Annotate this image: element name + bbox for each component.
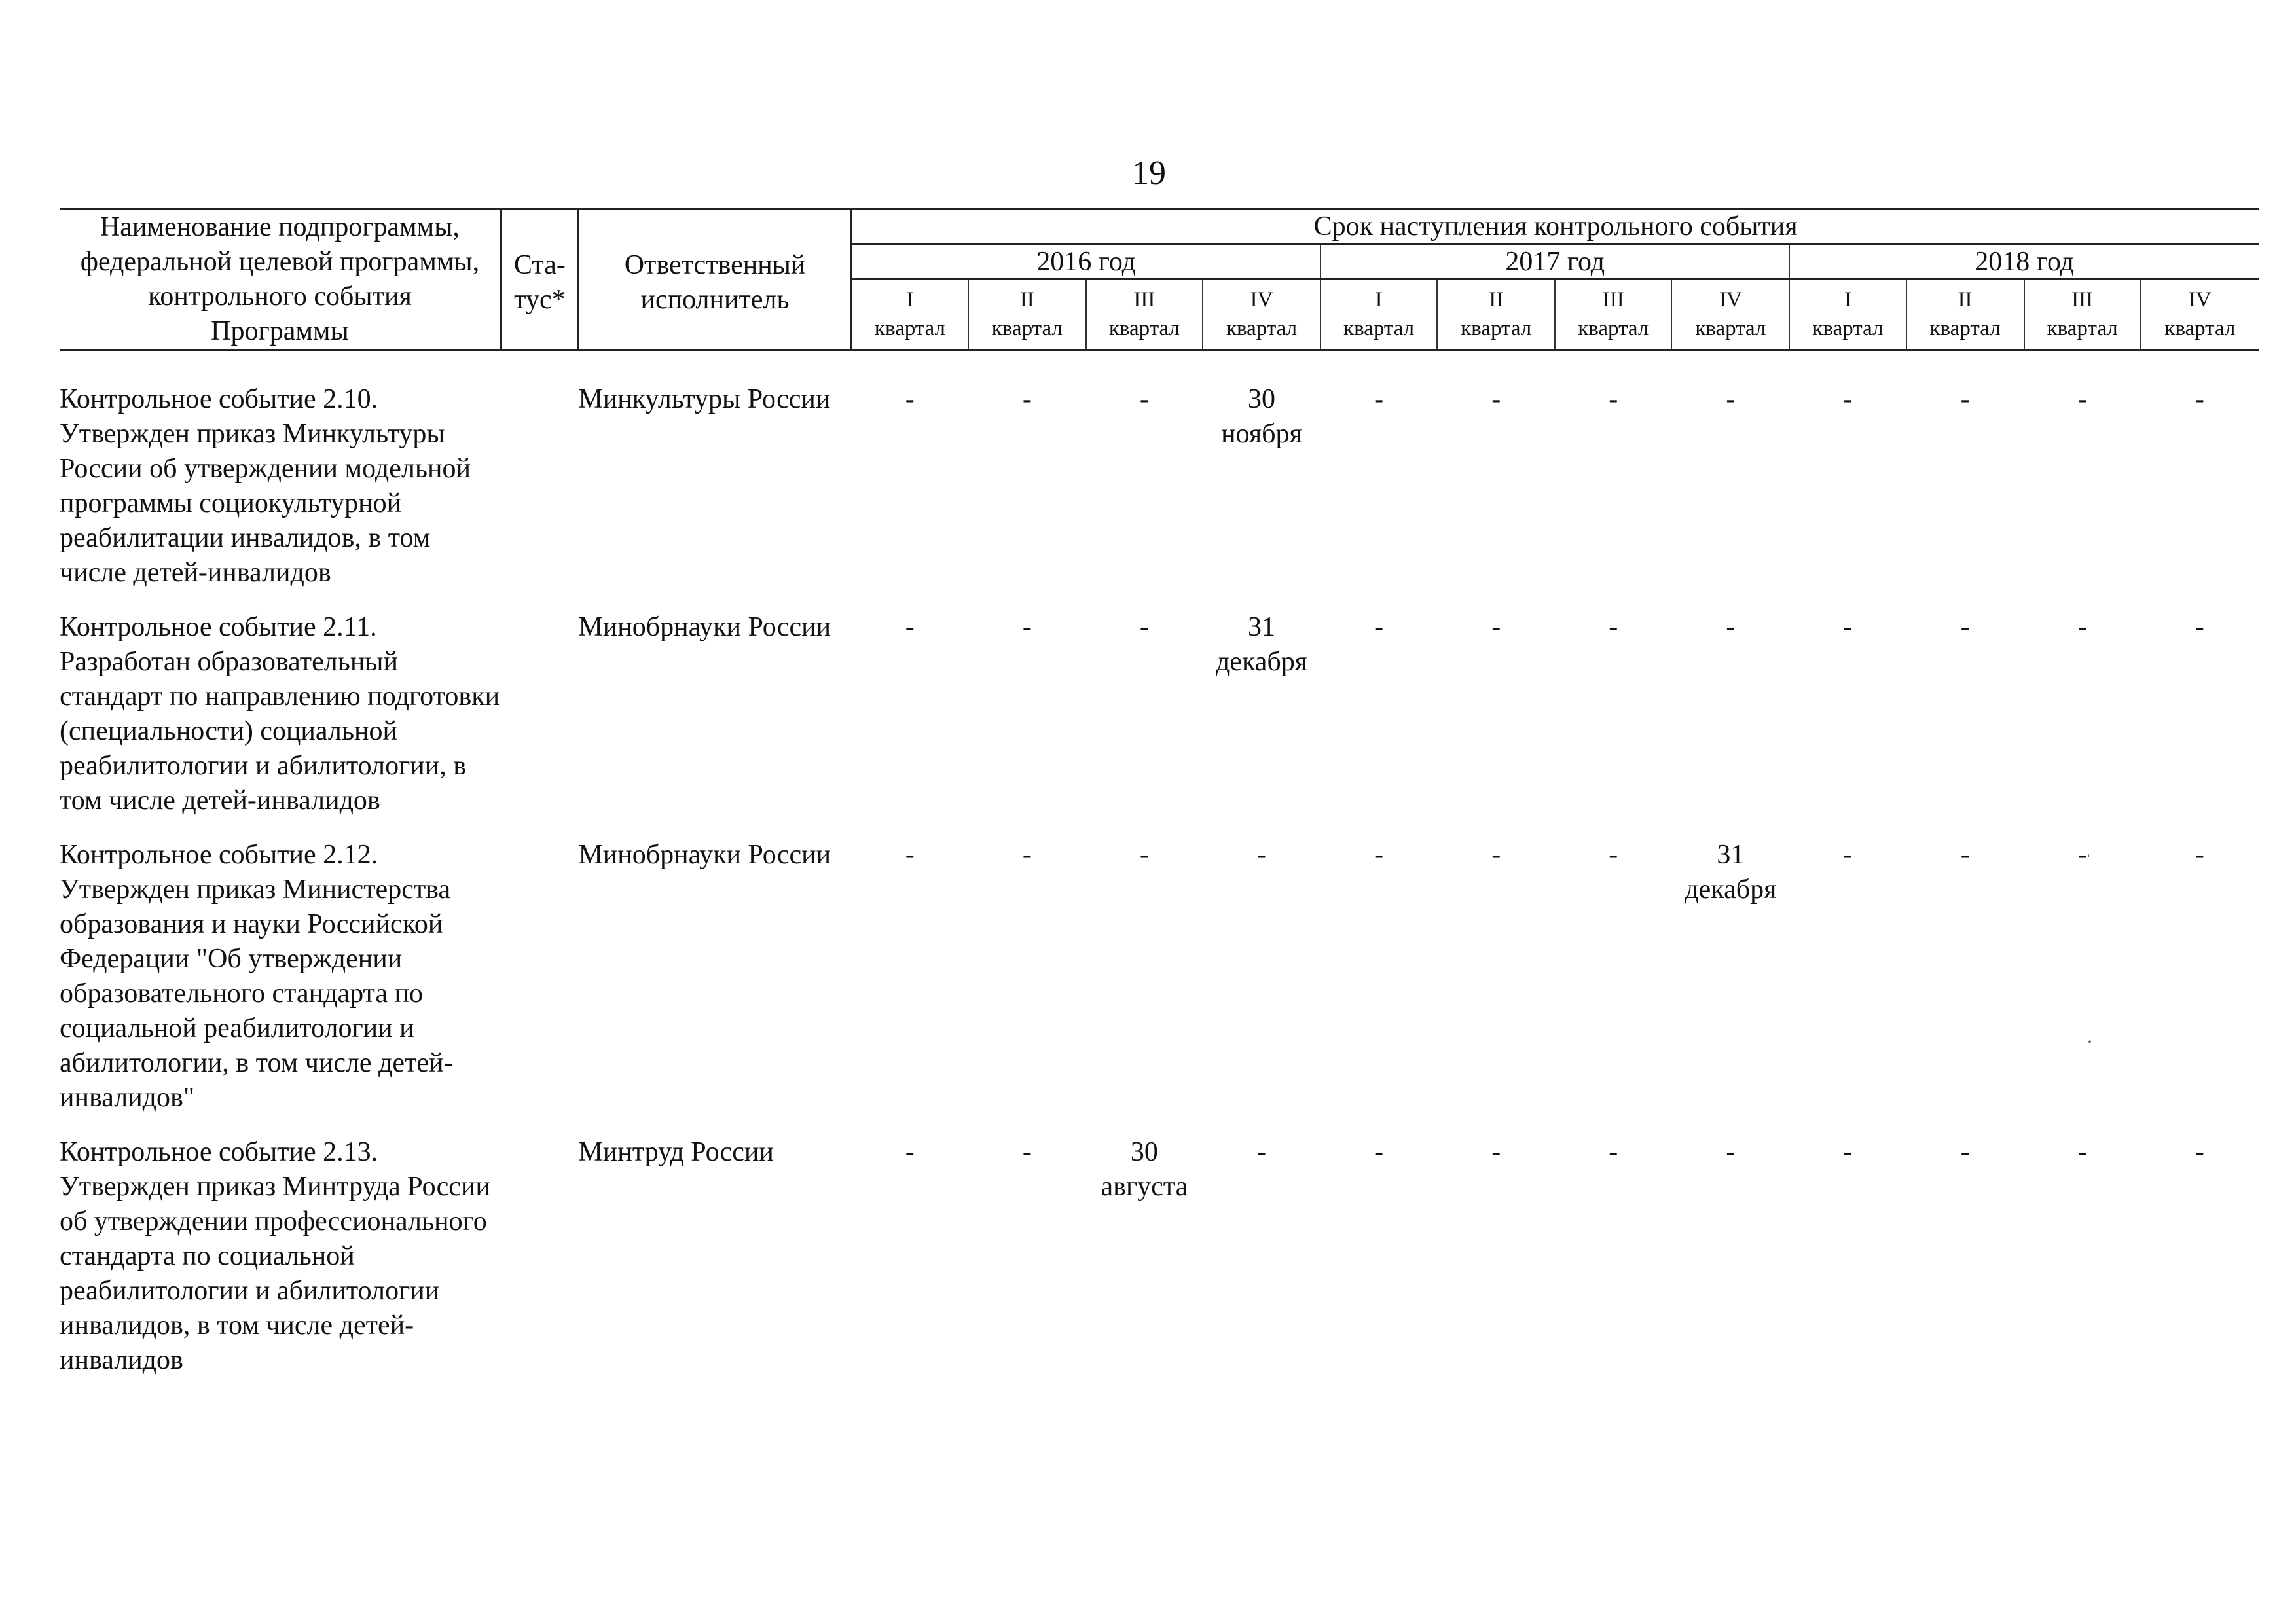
deadline-value: - — [1609, 612, 1618, 642]
deadline-value: - — [905, 384, 915, 414]
quarter-cell — [1555, 382, 1671, 610]
event-name-cell: Контрольное событие 2.13. Утвержден приказ Минтруда России об утверждении профессионального стандарта по социальной реабилитологии и абилитологии инвалидов, в том числе детей-инвалидов — [60, 1137, 490, 1375]
executor-cell: Минобрнауки России — [578, 840, 831, 870]
deadline-value: - — [1609, 840, 1618, 870]
quarter-cell — [2024, 838, 2141, 1135]
deadline-value: - — [2195, 384, 2204, 414]
deadline-value: - — [1491, 384, 1501, 414]
deadline-value: - — [1374, 612, 1384, 642]
deadline-value: - — [2195, 612, 2204, 642]
deadline-value: - — [1609, 384, 1618, 414]
quarter-cell — [1203, 382, 1321, 610]
header-deadline: Срок наступления контрольного события — [852, 209, 2259, 244]
deadline-value: - — [1726, 384, 1736, 414]
quarter-cell — [1906, 1135, 2024, 1398]
quarter-cell — [1321, 838, 1437, 1135]
header-status-column: Ста- тус* — [501, 209, 578, 350]
header-quarter: II квартал — [1437, 279, 1555, 350]
quarter-cell — [1203, 838, 1321, 1135]
header-quarter: II квартал — [1906, 279, 2024, 350]
quarter-cell — [1555, 838, 1671, 1135]
deadline-value: - — [1960, 384, 1970, 414]
quarter-cell — [1437, 1135, 1555, 1398]
header-executor-column: Ответственный исполнитель — [578, 209, 851, 350]
event-name-cell: Контрольное событие 2.10. Утвержден приказ Минкультуры России об утверждении модельной программы социокультурной реабилитации инвалидов, в том числе детей-инвалидов — [60, 384, 471, 588]
deadline-value: - — [1843, 1137, 1853, 1167]
deadline-value: - — [1022, 1137, 1032, 1167]
deadline-value: - — [1374, 384, 1384, 414]
quarter-cell — [852, 610, 968, 838]
header-year-2018: 2018 год — [1789, 244, 2259, 279]
quarter-cell — [1671, 1135, 1789, 1398]
deadline-value: - — [1843, 612, 1853, 642]
quarter-cell — [852, 382, 968, 610]
deadline-value: - — [1139, 840, 1149, 870]
table-header — [60, 209, 2259, 350]
deadline-value: - — [1726, 612, 1736, 642]
quarter-cell — [1437, 382, 1555, 610]
deadline-value: - — [1726, 1137, 1736, 1167]
deadline-value: - — [2077, 1137, 2087, 1167]
header-quarter: III квартал — [1086, 279, 1203, 350]
header-quarter: IV квартал — [2141, 279, 2259, 350]
quarter-cell — [2024, 1135, 2141, 1398]
deadline-value: 30 — [1130, 1137, 1158, 1167]
quarter-cell — [2024, 382, 2141, 610]
header-year-2017: 2017 год — [1321, 244, 1789, 279]
quarter-cell — [2141, 1135, 2259, 1398]
quarter-cell — [1321, 1135, 1437, 1398]
deadline-value: - — [2195, 1137, 2204, 1167]
deadline-value: - — [1960, 1137, 1970, 1167]
control-events-table — [60, 208, 2259, 1398]
header-quarter: I квартал — [1321, 279, 1437, 350]
deadline-value: - — [905, 840, 915, 870]
quarter-cell — [2024, 610, 2141, 838]
header-name-column: Наименование подпрограммы, федеральной целевой программы, контрольного события Программы — [60, 209, 501, 350]
header-quarter: III квартал — [2024, 279, 2141, 350]
scan-speck: · — [2086, 1031, 2093, 1053]
quarter-cell — [1321, 610, 1437, 838]
deadline-value: - — [1022, 612, 1032, 642]
deadline-value: - — [1022, 840, 1032, 870]
header-quarter: IV квартал — [1203, 279, 1321, 350]
deadline-value: - — [905, 1137, 915, 1167]
deadline-value: - — [1609, 1137, 1618, 1167]
deadline-value: - — [1022, 384, 1032, 414]
quarter-cell — [1086, 1135, 1203, 1398]
header-quarter: I квартал — [1789, 279, 1906, 350]
page-number: 19 — [1132, 154, 1166, 192]
header-quarter: III квартал — [1555, 279, 1671, 350]
deadline-month: декабря — [1685, 875, 1777, 905]
deadline-value: - — [2195, 840, 2204, 870]
quarter-cell — [1789, 382, 1906, 610]
deadline-value: 31 — [1717, 840, 1745, 870]
quarter-cell — [1086, 382, 1203, 610]
quarter-cell — [1789, 838, 1906, 1135]
deadline-value: - — [2077, 384, 2087, 414]
deadline-value: - — [1374, 840, 1384, 870]
scan-speck: ˈ — [2085, 851, 2092, 873]
quarter-cell — [1203, 1135, 1321, 1398]
executor-cell: Минкультуры России — [578, 384, 831, 414]
quarter-cell — [1437, 610, 1555, 838]
table-row — [60, 610, 2259, 838]
deadline-month: декабря — [1215, 647, 1308, 677]
header-quarter: IV квартал — [1671, 279, 1789, 350]
quarter-cell — [1906, 610, 2024, 838]
event-name-cell: Контрольное событие 2.12. Утвержден приказ Министерства образования и науки Российской Федерации "Об утверждении образовательного стандарта по социальной реабилитологии и абилитологии, в том числе детей-инвалидов" — [60, 840, 453, 1113]
table-body — [60, 350, 2259, 1398]
table-row — [60, 838, 2259, 1135]
header-quarter: II квартал — [968, 279, 1086, 350]
deadline-value: - — [1491, 840, 1501, 870]
deadline-value: - — [905, 612, 915, 642]
quarter-cell — [1437, 838, 1555, 1135]
quarter-cell — [968, 1135, 1086, 1398]
quarter-cell — [1555, 1135, 1671, 1398]
quarter-cell — [1086, 610, 1203, 838]
deadline-value: - — [1139, 384, 1149, 414]
quarter-cell — [2141, 610, 2259, 838]
deadline-value: - — [1257, 840, 1266, 870]
quarter-cell — [1906, 838, 2024, 1135]
deadline-value: - — [1491, 1137, 1501, 1167]
deadline-value: - — [1960, 612, 1970, 642]
quarter-cell — [968, 838, 1086, 1135]
quarter-cell — [1086, 838, 1203, 1135]
quarter-cell — [1321, 382, 1437, 610]
quarter-cell — [1906, 382, 2024, 610]
quarter-cell — [852, 1135, 968, 1398]
deadline-value: - — [2077, 840, 2087, 870]
deadline-value: - — [2077, 612, 2087, 642]
header-year-2016: 2016 год — [852, 244, 1321, 279]
deadline-value: - — [1139, 612, 1149, 642]
deadline-value: - — [1491, 612, 1501, 642]
deadline-value: - — [1374, 1137, 1384, 1167]
quarter-cell — [1555, 610, 1671, 838]
quarter-cell — [968, 382, 1086, 610]
deadline-value: - — [1843, 840, 1853, 870]
executor-cell: Минтруд России — [578, 1137, 774, 1167]
quarter-cell — [852, 838, 968, 1135]
status-cell — [501, 1135, 578, 1398]
table-row — [60, 382, 2259, 610]
event-name-cell: Контрольное событие 2.11. Разработан образовательный стандарт по направлению подготовки (специальности) социальной реабилитологии и абилитологии, в том числе детей-инвалидов — [60, 612, 500, 816]
deadline-value: 31 — [1248, 612, 1275, 642]
status-cell — [501, 838, 578, 1135]
status-cell — [501, 382, 578, 610]
quarter-cell — [1671, 610, 1789, 838]
deadline-month: августа — [1101, 1172, 1188, 1202]
quarter-cell — [1671, 838, 1789, 1135]
quarter-cell — [1203, 610, 1321, 838]
quarter-cell — [1789, 1135, 1906, 1398]
status-cell — [501, 610, 578, 838]
deadline-month: ноября — [1221, 419, 1302, 449]
deadline-value: - — [1257, 1137, 1266, 1167]
quarter-cell — [2141, 838, 2259, 1135]
deadline-value: - — [1843, 384, 1853, 414]
quarter-cell — [1671, 382, 1789, 610]
table-row — [60, 1135, 2259, 1398]
quarter-cell — [1789, 610, 1906, 838]
deadline-value: 30 — [1248, 384, 1275, 414]
quarter-cell — [968, 610, 1086, 838]
deadline-value: - — [1960, 840, 1970, 870]
executor-cell: Минобрнауки России — [578, 612, 831, 642]
quarter-cell — [2141, 382, 2259, 610]
header-quarter: I квартал — [852, 279, 968, 350]
